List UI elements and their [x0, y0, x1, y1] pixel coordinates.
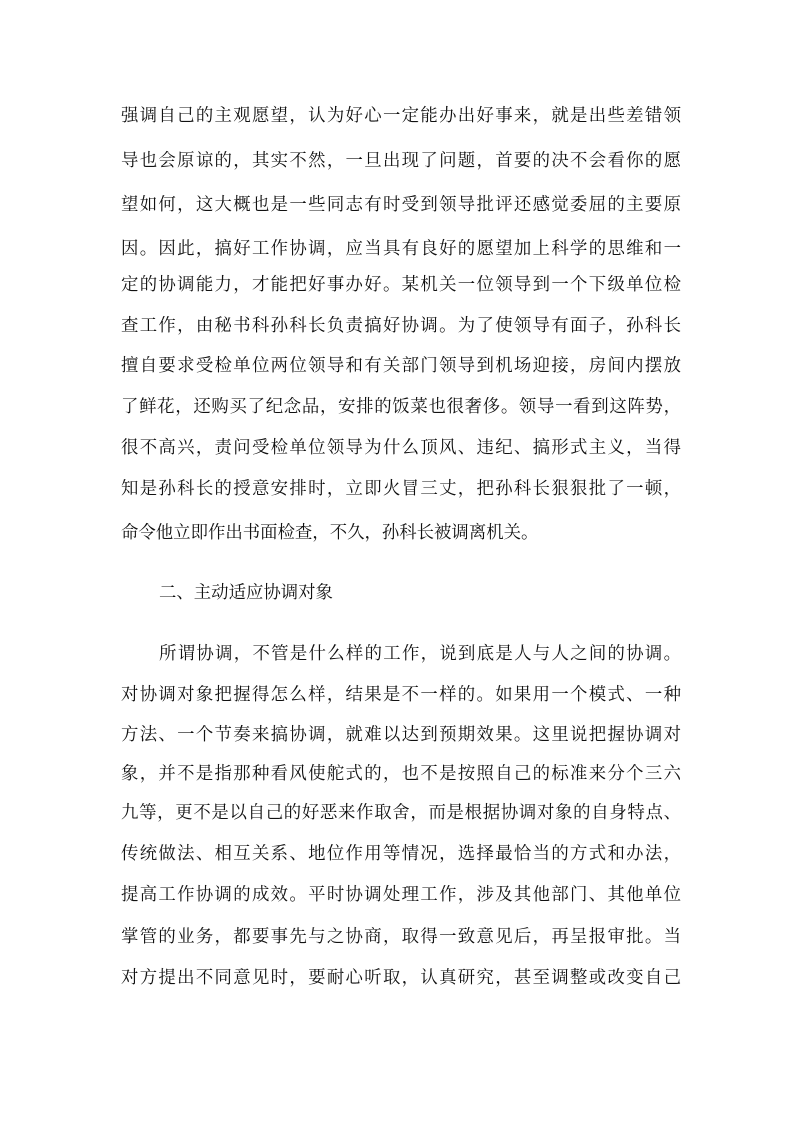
paragraph-2-line-2: 对协调对象把握得怎么样，结果是不一样的。如果用一个模式、一种 — [121, 685, 681, 705]
paragraph-2-line-8: 掌管的业务，都要事先与之协商，取得一致意见后，再呈报审批。当 — [121, 927, 681, 947]
paragraph-2-line-1: 所谓协调，不管是什么样的工作，说到底是人与人之间的协调。 — [159, 644, 681, 664]
paragraph-1-line-8: 了鲜花，还购买了纪念品，安排的饭菜也很奢侈。领导一看到这阵势， — [121, 397, 681, 417]
paragraph-1-line-9: 很不高兴，责问受检单位领导为什么顶风、违纪、搞形式主义，当得 — [121, 438, 681, 458]
paragraph-2-line-5: 九等，更不是以自己的好恶来作取舍，而是根据协调对象的自身特点、 — [121, 803, 681, 823]
paragraph-1-line-7: 擅自要求受检单位两位领导和有关部门领导到机场迎接，房间内摆放 — [121, 356, 681, 376]
paragraph-2-line-6: 传统做法、相互关系、地位作用等情况，选择最恰当的方式和办法， — [121, 844, 681, 864]
paragraph-2-line-9: 对方提出不同意见时，要耐心听取，认真研究，甚至调整或改变自己 — [121, 968, 681, 988]
paragraph-1-line-10: 知是孙科长的授意安排时，立即火冒三丈，把孙科长狠狠批了一顿， — [121, 479, 681, 499]
paragraph-1-line-5: 定的协调能力，才能把好事办好。某机关一位领导到一个下级单位检 — [121, 275, 681, 295]
paragraph-1-line-2: 导也会原谅的，其实不然，一旦出现了问题，首要的决不会看你的愿 — [121, 151, 681, 171]
paragraph-2-line-3: 方法、一个节奏来搞协调，就难以达到预期效果。这里说把握协调对 — [121, 725, 681, 745]
paragraph-2-line-7: 提高工作协调的成效。平时协调处理工作，涉及其他部门、其他单位 — [121, 885, 681, 905]
paragraph-2-line-4: 象，并不是指那种看风使舵式的，也不是按照自己的标准来分个三六 — [121, 764, 681, 784]
paragraph-1-line-11: 命令他立即作出书面检查，不久，孙科长被调离机关。 — [121, 523, 539, 543]
section-heading: 二、主动适应协调对象 — [159, 583, 333, 603]
paragraph-1-line-3: 望如何，这大概也是一些同志有时受到领导批评还感觉委屈的主要原 — [121, 195, 681, 215]
paragraph-1-line-6: 查工作，由秘书科孙科长负责搞好协调。为了使领导有面子，孙科长 — [121, 316, 681, 336]
paragraph-1-line-1: 强调自己的主观愿望，认为好心一定能办出好事来，就是出些差错领 — [121, 106, 681, 126]
paragraph-1-line-4: 因。因此，搞好工作协调，应当具有良好的愿望加上科学的思维和一 — [121, 239, 681, 259]
